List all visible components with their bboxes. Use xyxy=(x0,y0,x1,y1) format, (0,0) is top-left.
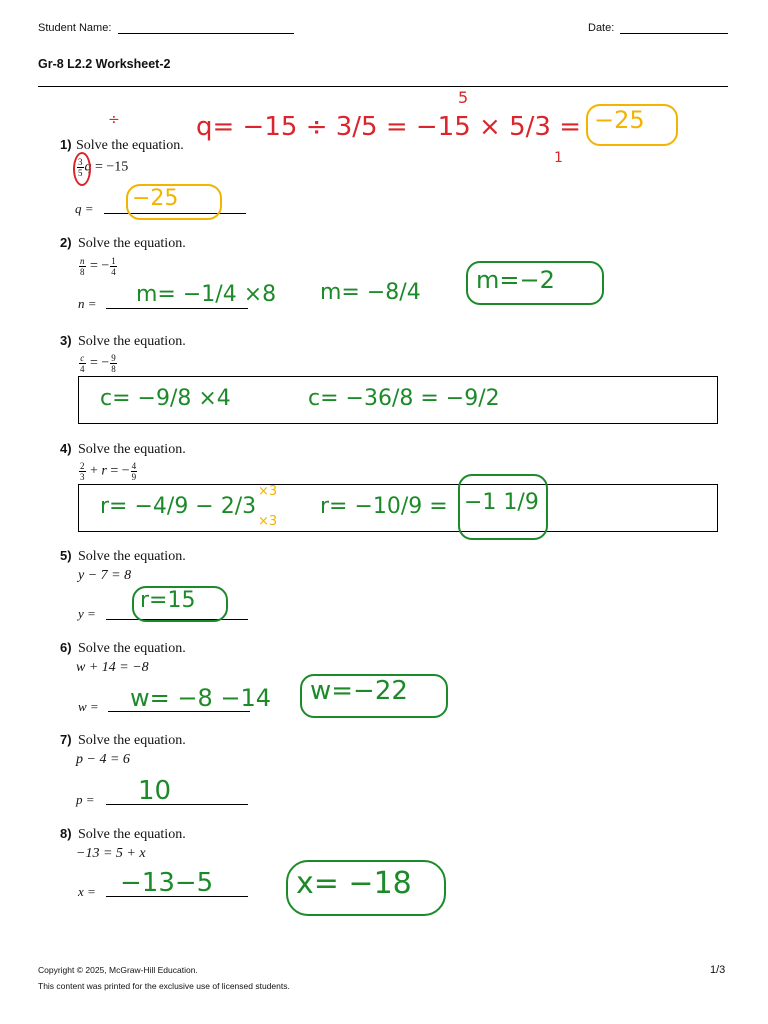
problem-prompt: Solve the equation. xyxy=(78,334,186,349)
problem-prompt: Solve the equation. xyxy=(78,733,186,748)
date-line[interactable] xyxy=(620,33,728,34)
handwritten-answer: x= −18 xyxy=(296,866,412,901)
equation: $\frac{n}{8}$ = − $\frac{1}{4}$ xyxy=(80,256,116,277)
answer-var-label: n = xyxy=(78,296,97,311)
header-divider xyxy=(38,86,728,87)
footer-copyright: Copyright © 2025, McGraw-Hill Education. xyxy=(38,965,198,975)
problem-number: 7) xyxy=(60,732,72,747)
problem-number: 4) xyxy=(60,441,72,456)
answer-var-label: x = xyxy=(78,884,96,899)
handwritten-work: −13−5 xyxy=(120,868,214,898)
answer-var-label: w = xyxy=(78,699,99,714)
problem-prompt: Solve the equation. xyxy=(78,549,186,564)
problem-number: 8) xyxy=(60,826,72,841)
handwritten-cancel-1: 1 xyxy=(554,150,563,166)
problem-number: 1) xyxy=(60,137,72,152)
equation: y − 7 = 8 xyxy=(78,568,132,583)
problem-prompt: Solve the equation. xyxy=(78,236,186,251)
handwritten-answer: −1 1/9 xyxy=(464,490,539,515)
handwritten-answer: w=−22 xyxy=(310,676,408,706)
answer-var-label: y = xyxy=(78,606,96,621)
page-title: Gr-8 L2.2 Worksheet-2 xyxy=(38,57,171,71)
handwritten-answer: r=15 xyxy=(140,588,196,613)
handwritten-work: m= −1/4 ×8 xyxy=(136,282,277,307)
student-name-label: Student Name: xyxy=(38,22,112,34)
handwritten-multiplier: ×3 xyxy=(258,514,278,529)
handwritten-answer: m=−2 xyxy=(476,266,555,294)
problem-prompt: Solve the equation. xyxy=(76,138,184,153)
handwritten-cancel-5: 5 xyxy=(458,88,469,107)
equation: w + 14 = −8 xyxy=(76,660,149,675)
handwritten-work: c= −9/8 ×4 xyxy=(100,386,231,411)
problem-number: 5) xyxy=(60,548,72,563)
handwritten-answer: −25 xyxy=(594,106,645,134)
handwritten-work: w= −8 −14 xyxy=(130,684,272,712)
handwritten-work: m= −8/4 xyxy=(320,280,421,305)
problem-prompt: Solve the equation. xyxy=(78,442,186,457)
page-number: 1/3 xyxy=(710,964,726,976)
equation: p − 4 = 6 xyxy=(76,752,130,767)
handwritten-answer: −25 xyxy=(132,186,179,211)
answer-line[interactable] xyxy=(106,308,248,309)
date-label: Date: xyxy=(588,22,615,34)
problem-number: 2) xyxy=(60,235,72,250)
student-name-line[interactable] xyxy=(118,33,294,34)
handwritten-work: r= −4/9 − 2/3 xyxy=(100,494,257,519)
handwritten-division-mark: ÷ xyxy=(108,112,120,128)
footer-notice: This content was printed for the exclusive use of licensed students. xyxy=(38,981,290,991)
answer-var-label: p = xyxy=(76,792,95,807)
equation: $\frac{2}{3}$ + r = − $\frac{4}{9}$ xyxy=(80,461,137,482)
problem-prompt: Solve the equation. xyxy=(78,827,186,842)
problem-number: 6) xyxy=(60,640,72,655)
problem-number: 3) xyxy=(60,333,72,348)
handwritten-circle xyxy=(73,152,91,186)
handwritten-answer: 10 xyxy=(138,776,172,806)
equation: $\frac{c}{4}$ = − $\frac{9}{8}$ xyxy=(80,353,116,374)
handwritten-multiplier: ×3 xyxy=(258,484,278,499)
equation: $\frac{3}{5}$ q = −15 xyxy=(78,157,129,178)
equation: −13 = 5 + x xyxy=(76,846,146,861)
problem-prompt: Solve the equation. xyxy=(78,641,186,656)
handwritten-work: c= −36/8 = −9/2 xyxy=(308,386,500,411)
answer-var-label: q = xyxy=(75,201,94,216)
answer-line[interactable] xyxy=(106,804,248,805)
handwritten-work: r= −10/9 = xyxy=(320,494,448,519)
handwritten-work: q= −15 ÷ 3/5 = −15 × 5/3 = xyxy=(196,112,581,142)
